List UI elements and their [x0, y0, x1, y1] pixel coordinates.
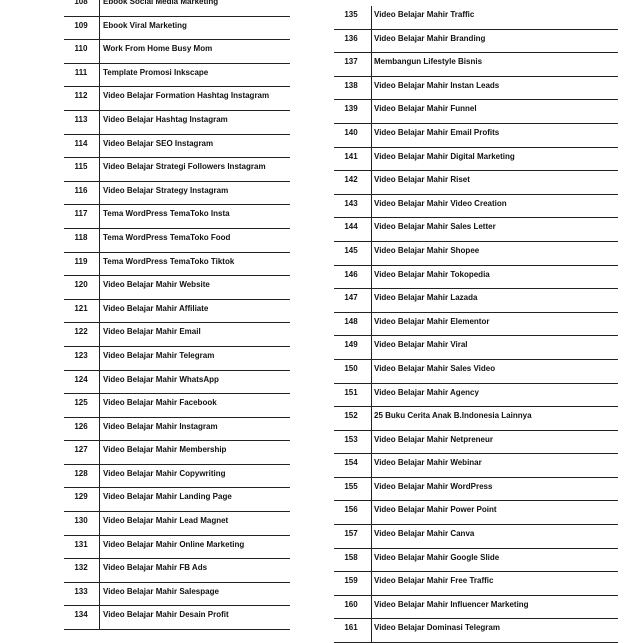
column-divider — [99, 323, 100, 347]
row-title: Video Belajar Mahir Influencer Marketing — [374, 599, 529, 609]
row-number: 123 — [74, 350, 88, 360]
table-row — [64, 323, 290, 347]
column-divider — [99, 182, 100, 206]
table-row — [64, 394, 290, 418]
row-title: Video Belajar Mahir Google Slide — [374, 552, 500, 562]
table-row — [334, 30, 618, 54]
column-divider — [99, 111, 100, 135]
row-title: Video Belajar Mahir Elementor — [374, 316, 490, 326]
row-number: 136 — [344, 33, 358, 43]
table-row — [334, 195, 618, 219]
column-divider — [99, 40, 100, 64]
column-divider — [99, 441, 100, 465]
table-row — [64, 418, 290, 442]
column-divider — [99, 300, 100, 324]
row-number: 116 — [74, 185, 88, 195]
row-number: 134 — [74, 610, 88, 620]
row-title: Video Belajar Mahir Power Point — [374, 505, 497, 515]
row-title: Video Belajar Mahir Lead Magnet — [103, 516, 229, 526]
row-title: Video Belajar Mahir Funnel — [374, 104, 477, 114]
column-divider — [99, 0, 100, 17]
column-divider — [371, 525, 372, 549]
table-row — [334, 454, 618, 478]
table-row — [64, 111, 290, 135]
row-number: 137 — [344, 57, 358, 67]
row-number: 145 — [344, 245, 358, 255]
row-number: 119 — [74, 256, 88, 266]
row-title: Video Belajar Mahir Agency — [374, 387, 479, 397]
row-title: Video Belajar Mahir Traffic — [374, 10, 475, 19]
column-divider — [99, 135, 100, 159]
row-number: 155 — [344, 481, 358, 491]
row-number: 152 — [344, 411, 358, 421]
table-row — [64, 135, 290, 159]
row-number: 130 — [74, 516, 88, 526]
row-title: Tema WordPress TemaToko Insta — [103, 209, 230, 219]
row-title: Template Promosi Inkscape — [103, 67, 209, 77]
row-title: Video Belajar Mahir Video Creation — [374, 198, 507, 208]
row-number: 156 — [344, 505, 358, 515]
column-divider — [371, 218, 372, 242]
table-row — [334, 596, 618, 620]
table-row — [334, 6, 618, 30]
column-divider — [99, 488, 100, 512]
column-divider — [99, 253, 100, 277]
row-title: Video Belajar Mahir Netpreneur — [374, 434, 493, 444]
table-row — [64, 87, 290, 111]
table-row — [64, 158, 290, 182]
table-row — [334, 360, 618, 384]
table-row — [64, 64, 290, 88]
column-divider — [371, 242, 372, 266]
table-row — [64, 512, 290, 536]
row-number: 122 — [74, 327, 88, 337]
table-row — [64, 40, 290, 64]
table-row — [334, 478, 618, 502]
column-divider — [99, 158, 100, 182]
row-title: Video Belajar SEO Instagram — [103, 138, 214, 148]
row-number: 114 — [74, 138, 88, 148]
row-number: 112 — [74, 91, 88, 101]
row-number: 131 — [74, 539, 88, 549]
table-row — [334, 619, 618, 643]
row-title: Video Belajar Mahir Website — [103, 280, 210, 290]
row-number: 139 — [344, 104, 358, 114]
table-row — [334, 313, 618, 337]
table-row — [334, 171, 618, 195]
row-number: 143 — [344, 198, 358, 208]
row-title: Ebook Social Media Marketing — [103, 0, 219, 6]
column-divider — [99, 583, 100, 607]
row-title: Video Belajar Mahir Instan Leads — [374, 80, 500, 90]
column-divider — [371, 100, 372, 124]
row-title: Video Belajar Mahir Desain Profit — [103, 610, 229, 620]
row-number: 113 — [74, 114, 88, 124]
table-row — [334, 100, 618, 124]
row-number: 160 — [344, 599, 358, 609]
row-number: 159 — [344, 576, 358, 586]
row-title: Video Belajar Mahir Email Profits — [374, 127, 500, 137]
table-row — [334, 336, 618, 360]
row-title: Video Belajar Strategy Instagram — [103, 185, 229, 195]
table-row — [64, 465, 290, 489]
table-row — [334, 148, 618, 172]
row-title: Video Belajar Mahir Salespage — [103, 586, 219, 596]
column-divider — [371, 384, 372, 408]
row-title: Video Belajar Mahir Webinar — [374, 458, 482, 468]
row-number: 120 — [74, 280, 88, 290]
column-divider — [99, 276, 100, 300]
column-divider — [99, 465, 100, 489]
row-number: 153 — [344, 434, 358, 444]
row-number: 127 — [74, 445, 88, 455]
row-title: Video Belajar Hashtag Instagram — [103, 114, 228, 124]
column-divider — [99, 394, 100, 418]
row-number: 118 — [74, 232, 88, 242]
table-row — [64, 441, 290, 465]
column-divider — [99, 229, 100, 253]
row-title: Video Belajar Mahir Riset — [374, 175, 470, 185]
row-title: Video Belajar Mahir WhatsApp — [103, 374, 219, 384]
column-divider — [99, 559, 100, 583]
row-title: Video Belajar Mahir Canva — [374, 529, 475, 539]
row-number: 148 — [344, 316, 358, 326]
row-number: 133 — [74, 586, 88, 596]
row-number: 146 — [344, 269, 358, 279]
row-title: Video Belajar Mahir WordPress — [374, 481, 493, 491]
row-title: Video Belajar Mahir Landing Page — [103, 492, 232, 502]
column-divider — [371, 195, 372, 219]
row-number: 149 — [344, 340, 358, 350]
column-divider — [371, 407, 372, 431]
row-title: Video Belajar Mahir Copywriting — [103, 468, 226, 478]
table-row — [334, 53, 618, 77]
column-divider — [99, 606, 100, 630]
column-divider — [99, 418, 100, 442]
row-title: Video Belajar Mahir Viral — [374, 340, 468, 350]
column-divider — [371, 313, 372, 337]
table-row — [64, 488, 290, 512]
table-row — [64, 606, 290, 630]
column-divider — [371, 478, 372, 502]
row-number: 110 — [74, 44, 88, 54]
row-number: 141 — [344, 151, 358, 161]
row-number: 124 — [74, 374, 88, 384]
table-row — [334, 266, 618, 290]
row-number: 109 — [74, 20, 88, 30]
row-title: Video Belajar Mahir Email — [103, 327, 201, 337]
column-divider — [99, 512, 100, 536]
row-title: Work From Home Busy Mom — [103, 44, 213, 54]
row-number: 157 — [344, 529, 358, 539]
row-title: Video Belajar Mahir Free Traffic — [374, 576, 494, 586]
table-row — [334, 124, 618, 148]
row-title: Video Belajar Mahir Tokopedia — [374, 269, 490, 279]
table-row — [64, 0, 290, 17]
column-divider — [371, 266, 372, 290]
row-number: 129 — [74, 492, 88, 502]
table-row — [64, 276, 290, 300]
column-divider — [371, 77, 372, 101]
row-title: Tema WordPress TemaToko Tiktok — [103, 256, 235, 266]
row-number: 111 — [74, 67, 88, 77]
row-number: 132 — [74, 563, 88, 573]
table-row — [334, 572, 618, 596]
row-title: Video Belajar Mahir Online Marketing — [103, 539, 245, 549]
table-row — [64, 371, 290, 395]
column-divider — [371, 572, 372, 596]
column-divider — [371, 360, 372, 384]
row-title: Video Belajar Mahir Sales Letter — [374, 222, 496, 232]
row-title: Video Belajar Mahir Facebook — [103, 398, 217, 408]
column-divider — [371, 431, 372, 455]
column-divider — [99, 205, 100, 229]
table-row — [64, 253, 290, 277]
table-row — [64, 536, 290, 560]
row-title: Tema WordPress TemaToko Food — [103, 232, 231, 242]
table-row — [64, 300, 290, 324]
row-title: 25 Buku Cerita Anak B.Indonesia Lainnya — [374, 411, 532, 421]
table-row — [64, 229, 290, 253]
column-divider — [371, 596, 372, 620]
row-title: Video Belajar Mahir Lazada — [374, 293, 478, 303]
column-divider — [371, 124, 372, 148]
table-row — [64, 205, 290, 229]
table-row — [64, 559, 290, 583]
row-title: Video Belajar Mahir Branding — [374, 33, 486, 43]
row-number: 150 — [344, 363, 358, 373]
row-number: 117 — [74, 209, 88, 219]
table-row — [334, 549, 618, 573]
column-divider — [371, 171, 372, 195]
column-divider — [99, 536, 100, 560]
table-row — [334, 242, 618, 266]
row-title: Video Belajar Dominasi Telegram — [374, 623, 500, 633]
column-divider — [371, 454, 372, 478]
column-divider — [99, 87, 100, 111]
row-number: 138 — [344, 80, 358, 90]
column-divider — [371, 619, 372, 643]
column-divider — [371, 148, 372, 172]
column-divider — [371, 549, 372, 573]
right-column-table — [334, 6, 618, 643]
column-divider — [371, 501, 372, 525]
table-row — [334, 77, 618, 101]
table-row — [334, 218, 618, 242]
row-number: 154 — [344, 458, 358, 468]
column-divider — [371, 6, 372, 30]
row-title: Video Belajar Mahir Digital Marketing — [374, 151, 515, 161]
table-row — [334, 407, 618, 431]
column-divider — [371, 53, 372, 77]
table-row — [64, 17, 290, 41]
row-title: Video Belajar Mahir FB Ads — [103, 563, 208, 573]
column-divider — [99, 17, 100, 41]
table-row — [334, 384, 618, 408]
row-number: 126 — [74, 421, 88, 431]
row-number: 135 — [344, 10, 358, 19]
row-title: Membangun Lifestyle Bisnis — [374, 57, 483, 67]
column-divider — [99, 64, 100, 88]
row-number: 108 — [74, 0, 88, 6]
column-divider — [371, 30, 372, 54]
table-row — [64, 583, 290, 607]
row-number: 121 — [74, 303, 88, 313]
row-title: Video Belajar Mahir Shopee — [374, 245, 480, 255]
row-number: 128 — [74, 468, 88, 478]
table-row — [334, 431, 618, 455]
row-number: 115 — [74, 162, 88, 172]
table-row — [334, 289, 618, 313]
column-divider — [371, 336, 372, 360]
row-title: Video Belajar Mahir Telegram — [103, 350, 215, 360]
row-number: 147 — [344, 293, 358, 303]
table-row — [64, 182, 290, 206]
row-title: Video Belajar Mahir Sales Video — [374, 363, 496, 373]
row-title: Ebook Viral Marketing — [103, 20, 187, 30]
row-number: 158 — [344, 552, 358, 562]
row-title: Video Belajar Mahir Instagram — [103, 421, 218, 431]
row-title: Video Belajar Strategi Followers Instagram — [103, 162, 266, 172]
row-number: 125 — [74, 398, 88, 408]
table-row — [334, 501, 618, 525]
row-title: Video Belajar Mahir Affiliate — [103, 303, 209, 313]
column-divider — [99, 371, 100, 395]
left-column-table — [64, 0, 290, 630]
row-number: 151 — [344, 387, 358, 397]
row-number: 144 — [344, 222, 358, 232]
column-divider — [99, 347, 100, 371]
column-divider — [371, 289, 372, 313]
row-number: 142 — [344, 175, 358, 185]
row-title: Video Belajar Formation Hashtag Instagram — [103, 91, 270, 101]
row-number: 161 — [344, 623, 358, 633]
table-row — [334, 525, 618, 549]
table-row — [64, 347, 290, 371]
row-title: Video Belajar Mahir Membership — [103, 445, 227, 455]
row-number: 140 — [344, 127, 358, 137]
